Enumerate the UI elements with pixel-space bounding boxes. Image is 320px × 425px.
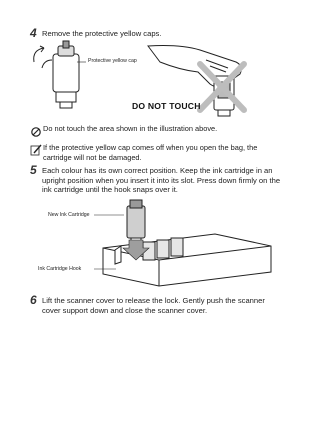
new-ink-cartridge-drawing xyxy=(127,200,145,246)
step-4-number: 4 xyxy=(30,26,37,40)
ink-cartridge-drawing xyxy=(34,41,79,108)
callout-ink-cartridge-hook: Ink Cartridge Hook xyxy=(38,266,82,272)
step-4-text: Remove the protective yellow caps. xyxy=(42,29,162,38)
note-do-not-touch: Do not touch the area shown in the illustration above. xyxy=(43,124,218,133)
note-cap-comes-off: If the protective yellow cap comes off when you open the bag, the cartridge will not be damaged. xyxy=(43,143,258,162)
step-5-text: Each colour has its own correct position. Keep the ink cartridge in an upright position when you insert it into its slot. Press down firmly on the ink cartridge until the hook snaps over it. xyxy=(42,166,281,195)
step-5-number: 5 xyxy=(30,163,37,177)
figure2-callout-lines xyxy=(94,212,128,272)
prohibited-icon xyxy=(31,124,41,134)
callout-protective-cap: Protective yellow cap xyxy=(88,58,137,64)
note-pencil-icon xyxy=(30,143,42,155)
do-not-touch-label: DO NOT TOUCH xyxy=(132,101,201,111)
printer-bay-drawing xyxy=(103,234,271,286)
step-6-number: 6 xyxy=(30,293,37,307)
step-6-text: Lift the scanner cover to release the lock. Gently push the scanner cover support down and close the scanner cover. xyxy=(42,296,265,315)
callout-new-ink-cartridge: New Ink Cartridge xyxy=(48,212,90,218)
